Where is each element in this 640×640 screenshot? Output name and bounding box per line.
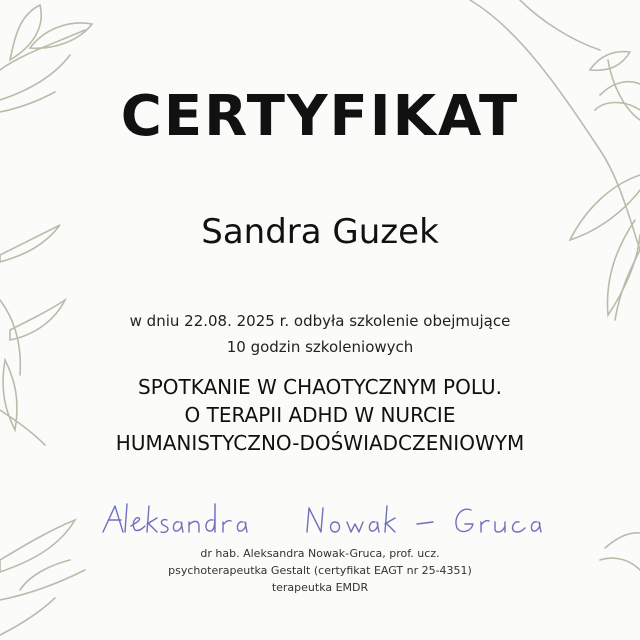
signer-role: terapeutka EMDR xyxy=(271,581,369,594)
course-title-line-3: HUMANISTYCZNO-DOŚWIADCZENIOWYM xyxy=(115,431,525,455)
description-line-1: w dniu 22.08. 2025 r. odbyła szkolenie obejmujące xyxy=(129,312,511,330)
signer-name: dr hab. Aleksandra Nowak-Gruca, prof. ucz. xyxy=(200,547,440,560)
course-title-line-1: SPOTKANIE W CHAOTYCZNYM POLU. xyxy=(138,375,502,399)
signer-details xyxy=(0,545,640,596)
description-line-2: 10 godzin szkoleniowych xyxy=(226,338,414,356)
certificate-title: CERTYFIKAT xyxy=(120,84,520,149)
signer-credential: psychoterapeutka Gestalt (certyfikat EAGT nr 25-4351) xyxy=(168,564,472,577)
course-title xyxy=(0,373,640,457)
handwritten-signature-icon xyxy=(95,498,565,548)
recipient-name: Sandra Guzek xyxy=(201,212,439,252)
course-title-line-2: O TERAPII ADHD W NURCIE xyxy=(184,403,456,427)
certificate-description xyxy=(0,308,640,360)
